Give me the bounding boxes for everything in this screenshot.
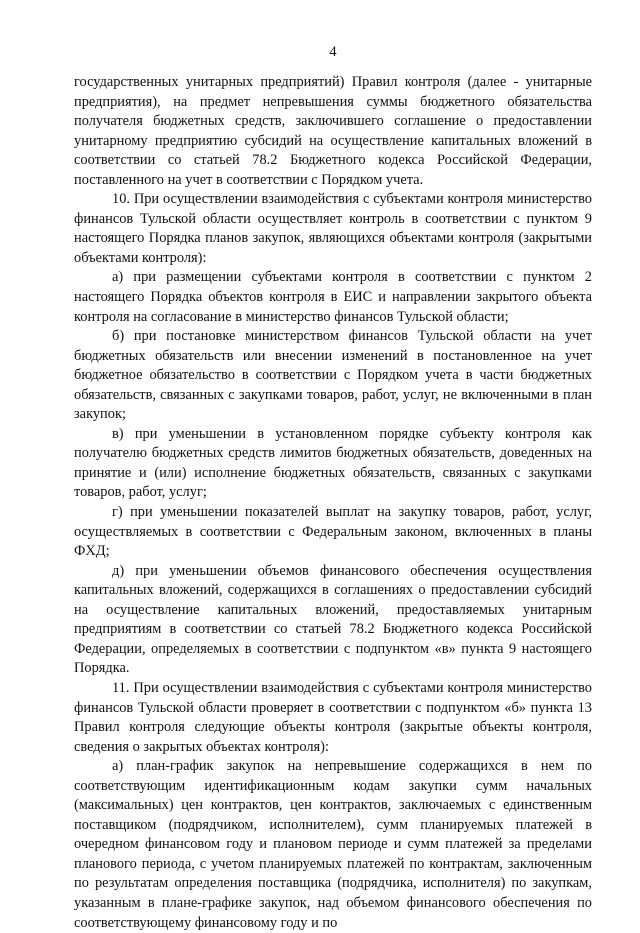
paragraph: 10. При осуществлении взаимодействия с субъектами контроля министерство финансов Тульской области осуществляет контроль в соответствии с пунктом 9 настоящего Порядка планов закупок, являющихся объектами контроля (закрытыми объектами контроля):: [74, 191, 592, 266]
paragraph: в) при уменьшении в установленном порядке субъекту контроля как получателю бюджетных средств лимитов бюджетных обязательств, доведенных на принятие и (или) исполнение бюджетных обязательств, связанных с закупками товаров, работ, услуг;: [74, 425, 592, 501]
paragraph: г) при уменьшении показателей выплат на закупку товаров, работ, услуг, осуществляемых в соответствии с Федеральным законом, включенных в планы ФХД;: [74, 504, 592, 560]
paragraph: 11. При осуществлении взаимодействия с субъектами контроля министерство финансов Тульской области проверяет в соответствии с подпунктом «б» пункта 13 Правил контроля следующие объекты контроля (закрытые объекты контроля, сведения о закрытых объектах контроля):: [74, 679, 592, 755]
paragraph: д) при уменьшении объемов финансового обеспечения осуществления капитальных вложений, содержащихся в соглашениях о предоставлении субсидий на осуществление капитальных вложений, предоставляемых унитарным предприятиям в соответствии со статьей 78.2 Бюджетного кодекса Российской Федерации, определяемых в соответствии с подпунктом «в» пункта 9 настоящего Порядка.: [74, 562, 592, 677]
paragraph: государственных унитарных предприятий) Правил контроля (далее - унитарные предприятия), на предмет непревышения суммы бюджетного обязательства получателя бюджетных средств, заключившего соглашение о предоставлении унитарному предприятию субсидий на осуществление капитальных вложений в соответствии со статьей 78.2 Бюджетного кодекса Российской Федерации, поставленного на учет в соответствии с Порядком учета.: [74, 74, 592, 188]
page-number: 4: [329, 44, 337, 60]
paragraph: б) при постановке министерством финансов Тульской области на учет бюджетных обязательств или внесении изменений в постановленное на учет бюджетное обязательство в соответствии с Порядком учета в части бюджетных обязательств, связанных с закупками товаров, работ, услуг, не включенными в план закупок;: [74, 328, 592, 423]
paragraph: а) при размещении субъектами контроля в соответствии с пунктом 2 настоящего Порядка объектов контроля в ЕИС и направлении закрытого объекта контроля на согласование в министерство финансов Тульской области;: [74, 269, 592, 325]
paragraph: а) план-график закупок на непревышение содержащихся в нем по соответствующим идентификационным кодам закупки сумм начальных (максимальных) цен контрактов, цен контрактов, заключаемых с единственным поставщиком (подрядчиком, исполнителем), сумм планируемых платежей в очередном финансовом году и плановом периоде и сумм платежей за пределами планового периода, с учетом планируемых платежей по контрактам, заключенным по результатам определения поставщика (подрядчика, исполнителя) по закупкам, указанным в плане-графике закупок, над объемом финансового обеспечения по соответствующему финансовому году и по: [74, 758, 592, 931]
document-body: [74, 73, 592, 933]
